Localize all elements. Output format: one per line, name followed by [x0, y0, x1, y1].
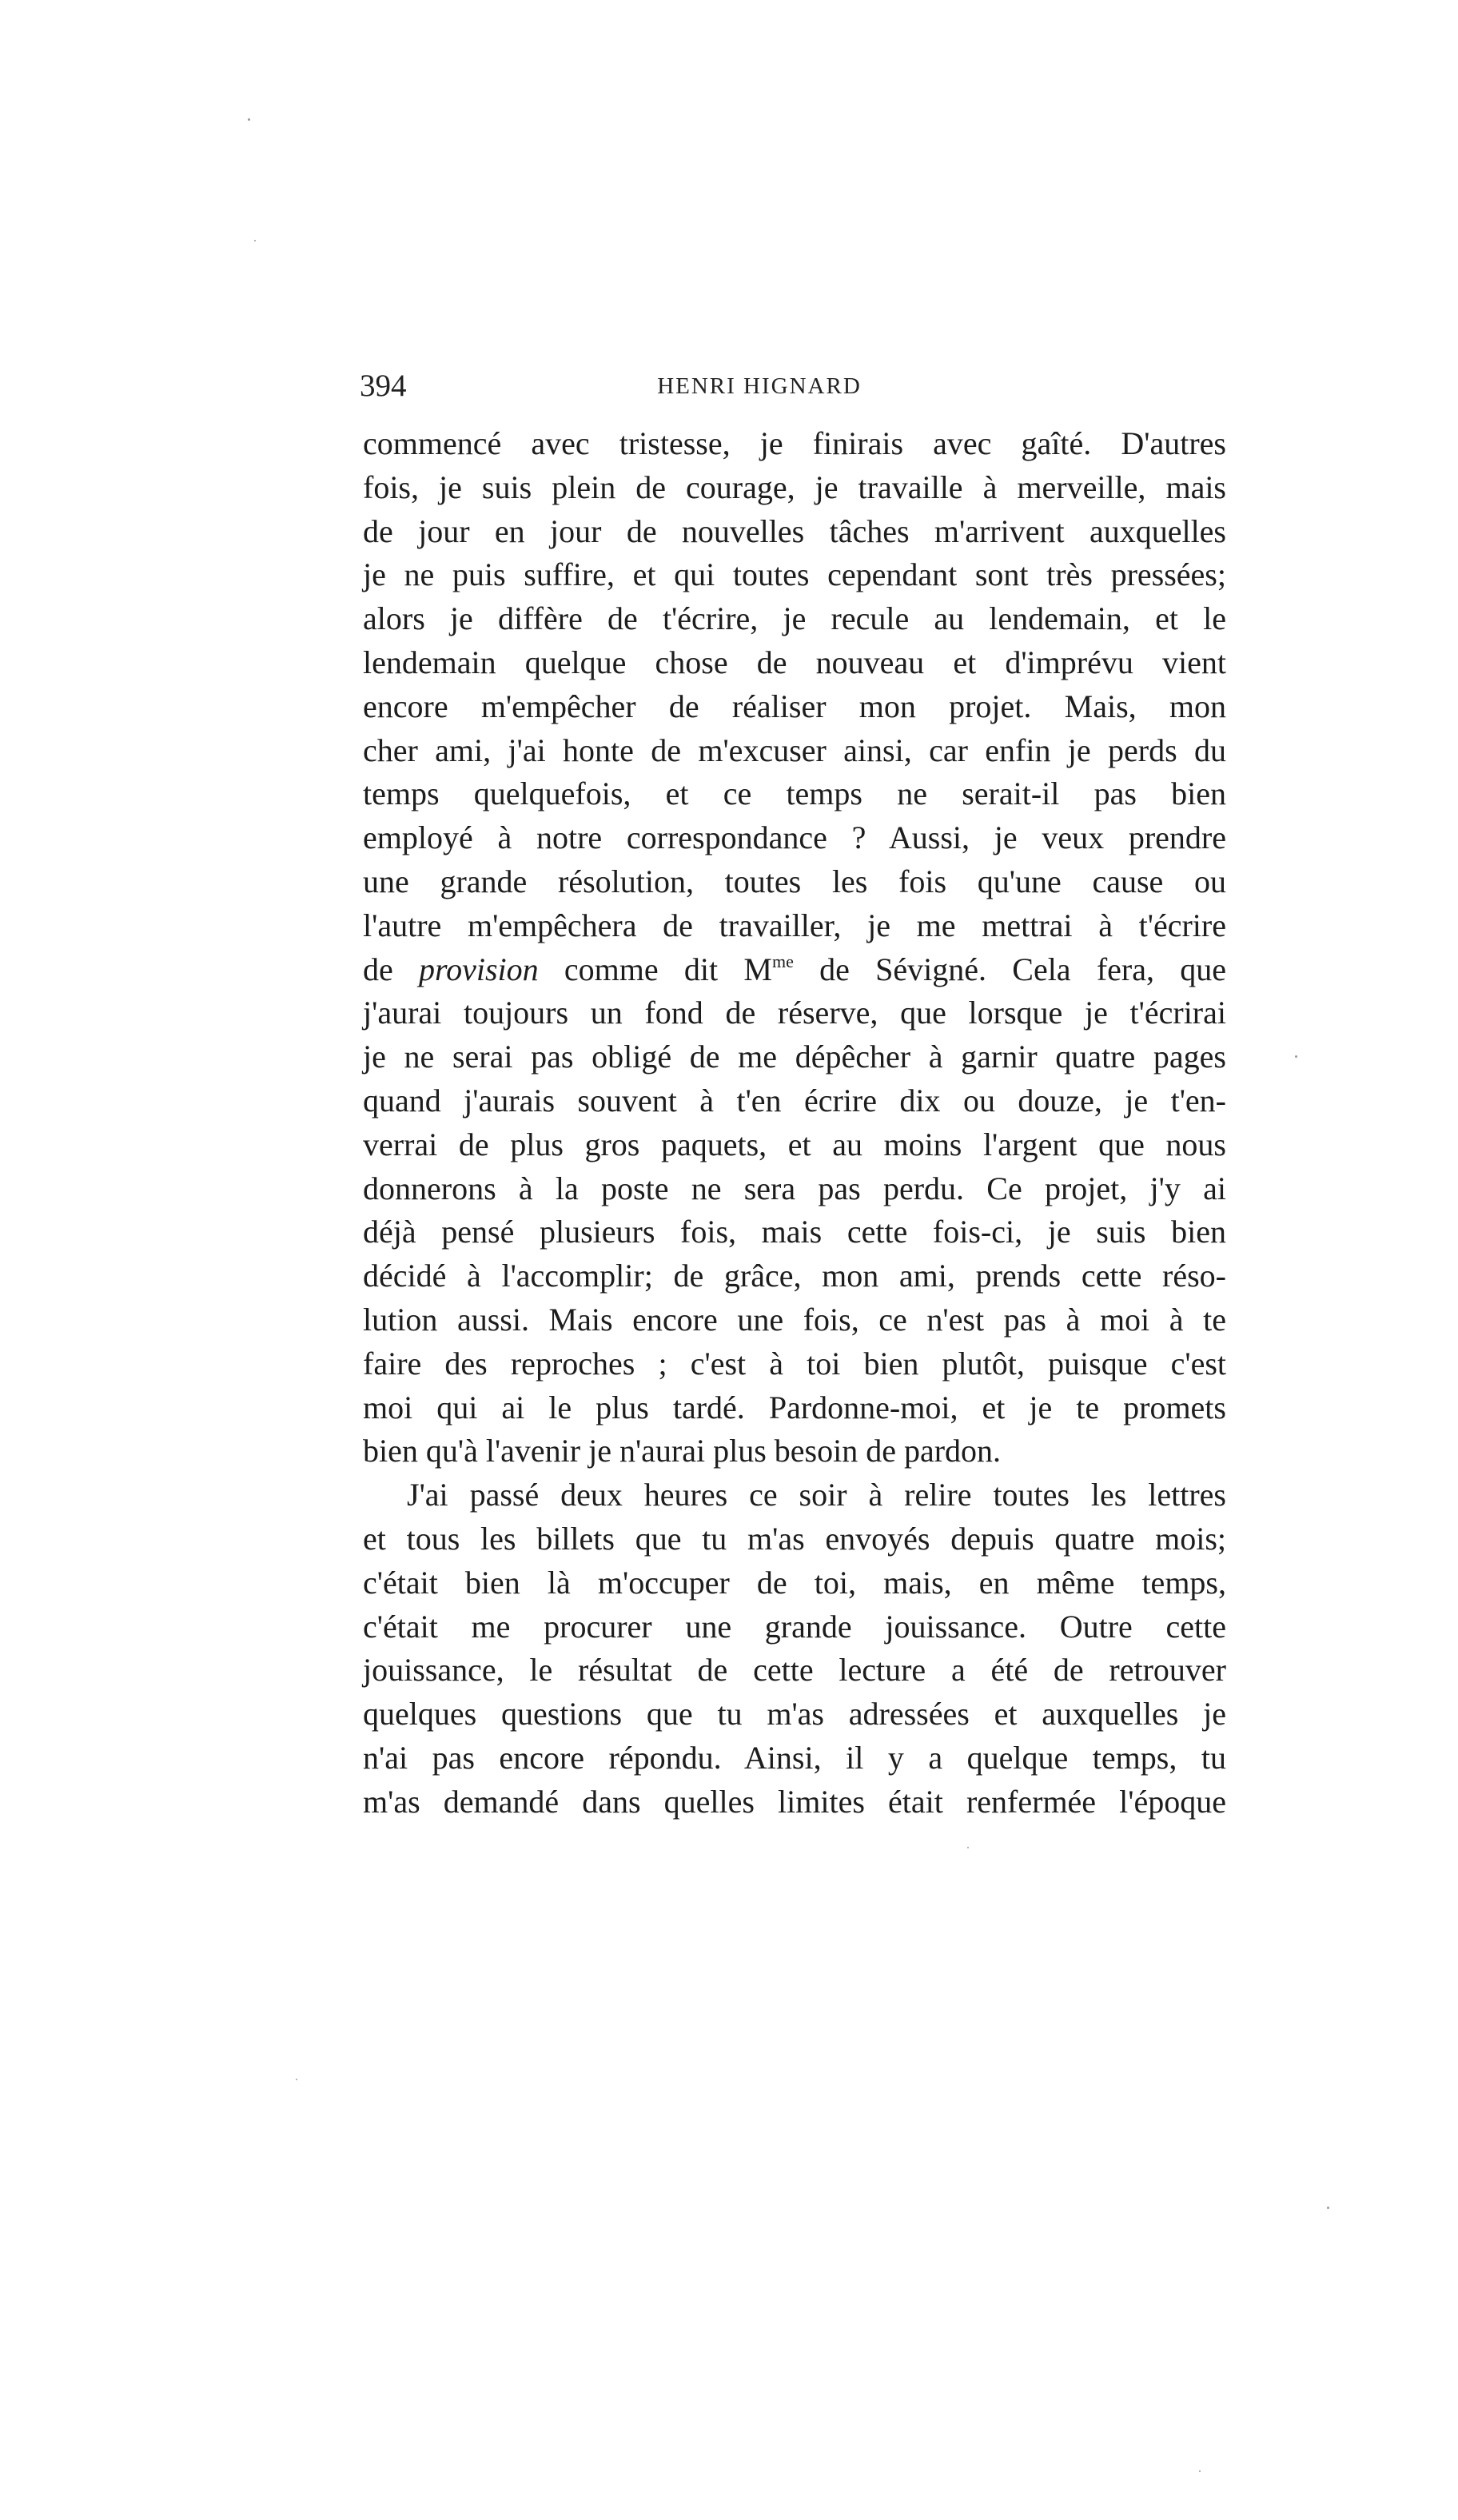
italic-word: provision — [419, 951, 539, 987]
text-line-paragraph-start: J'ai passé deux heures ce soir à relire toutes les lettres — [407, 1477, 1226, 1513]
text-line: je ne puis suffire, et qui toutes cependant sont très pressées; — [363, 556, 1226, 593]
text-line: temps quelquefois, et ce temps ne serait-il pas bien — [363, 776, 1226, 812]
text-line: m'as demandé dans quelles limites était renfermée l'époque — [363, 1783, 1226, 1820]
paper-speck — [967, 1847, 969, 1848]
text-run: de — [363, 951, 420, 987]
text-line: lendemain quelque chose de nouveau et d'imprévu vient — [363, 644, 1226, 680]
text-line: déjà pensé plusieurs fois, mais cette fois-ci, je suis bien — [363, 1214, 1226, 1250]
text-line: fois, je suis plein de courage, je travaille à merveille, mais — [363, 469, 1226, 505]
page-header — [360, 366, 1063, 406]
text-line: décidé à l'accomplir; de grâce, mon ami, prends cette réso- — [363, 1258, 1226, 1294]
text-line: je ne serai pas obligé de me dépêcher à garnir quatre pages — [363, 1039, 1226, 1075]
body-text — [363, 422, 1226, 1824]
text-line: jouissance, le résultat de cette lecture a été de retrouver — [363, 1652, 1226, 1689]
text-line-paragraph-end: bien qu'à l'avenir je n'aurai plus besoin de pardon. — [363, 1433, 1002, 1469]
text-line: faire des reproches ; c'est à toi bien plutôt, puisque c'est — [363, 1345, 1226, 1382]
text-line: de jour en jour de nouvelles tâches m'arrivent auxquelles — [363, 512, 1226, 549]
paper-speck — [296, 2079, 297, 2080]
text-line: lution aussi. Mais encore une fois, ce n'est pas à moi à te — [363, 1301, 1226, 1338]
paper-speck — [248, 118, 250, 121]
paper-speck — [1199, 2470, 1201, 2472]
text-line: verrai de plus gros paquets, et au moins l'argent que nous — [363, 1126, 1226, 1162]
text-run: comme dit M — [538, 951, 772, 987]
text-line: quand j'aurais souvent à t'en écrire dix ou douze, je t'en- — [363, 1082, 1226, 1118]
paper-speck — [254, 240, 256, 241]
text-line: employé à notre correspondance ? Aussi, je veux prendre — [363, 819, 1226, 856]
text-line: commencé avec tristesse, je finirais avec gaîté. D'autres — [363, 425, 1226, 461]
text-line-mixed — [363, 948, 1226, 992]
page-number: 394 — [360, 369, 407, 403]
text-line: encore m'empêcher de réaliser mon projet. Mais, mon — [363, 688, 1226, 724]
text-line: moi qui ai le plus tardé. Pardonne-moi, et je te promets — [363, 1389, 1226, 1425]
text-line: quelques questions que tu m'as adressées et auxquelles je — [363, 1696, 1226, 1732]
paper-speck — [1327, 2207, 1329, 2209]
text-line: l'autre m'empêchera de travailler, je me mettrai à t'écrire — [363, 907, 1226, 943]
running-head: HENRI HIGNARD — [657, 373, 862, 399]
text-line: donnerons à la poste ne sera pas perdu. Ce projet, j'y ai — [363, 1170, 1226, 1206]
text-line: c'était me procurer une grande jouissance. Outre cette — [363, 1608, 1226, 1645]
text-line: cher ami, j'ai honte de m'excuser ainsi, car enfin je perds du — [363, 732, 1226, 768]
text-line: alors je diffère de t'écrire, je recule au lendemain, et le — [363, 600, 1226, 637]
paper-speck — [1295, 1055, 1297, 1058]
text-line: j'aurai toujours un fond de réserve, que lorsque je t'écrirai — [363, 995, 1226, 1031]
superscript-abbreviation: me — [771, 951, 794, 971]
text-run: de Sévigné. Cela fera, que — [793, 951, 1226, 987]
text-line: c'était bien là m'occuper de toi, mais, en même temps, — [363, 1564, 1226, 1601]
text-line: une grande résolution, toutes les fois qu'une cause ou — [363, 863, 1226, 899]
text-line: et tous les billets que tu m'as envoyés depuis quatre mois; — [363, 1520, 1226, 1557]
text-line: n'ai pas encore répondu. Ainsi, il y a quelque temps, tu — [363, 1739, 1226, 1776]
